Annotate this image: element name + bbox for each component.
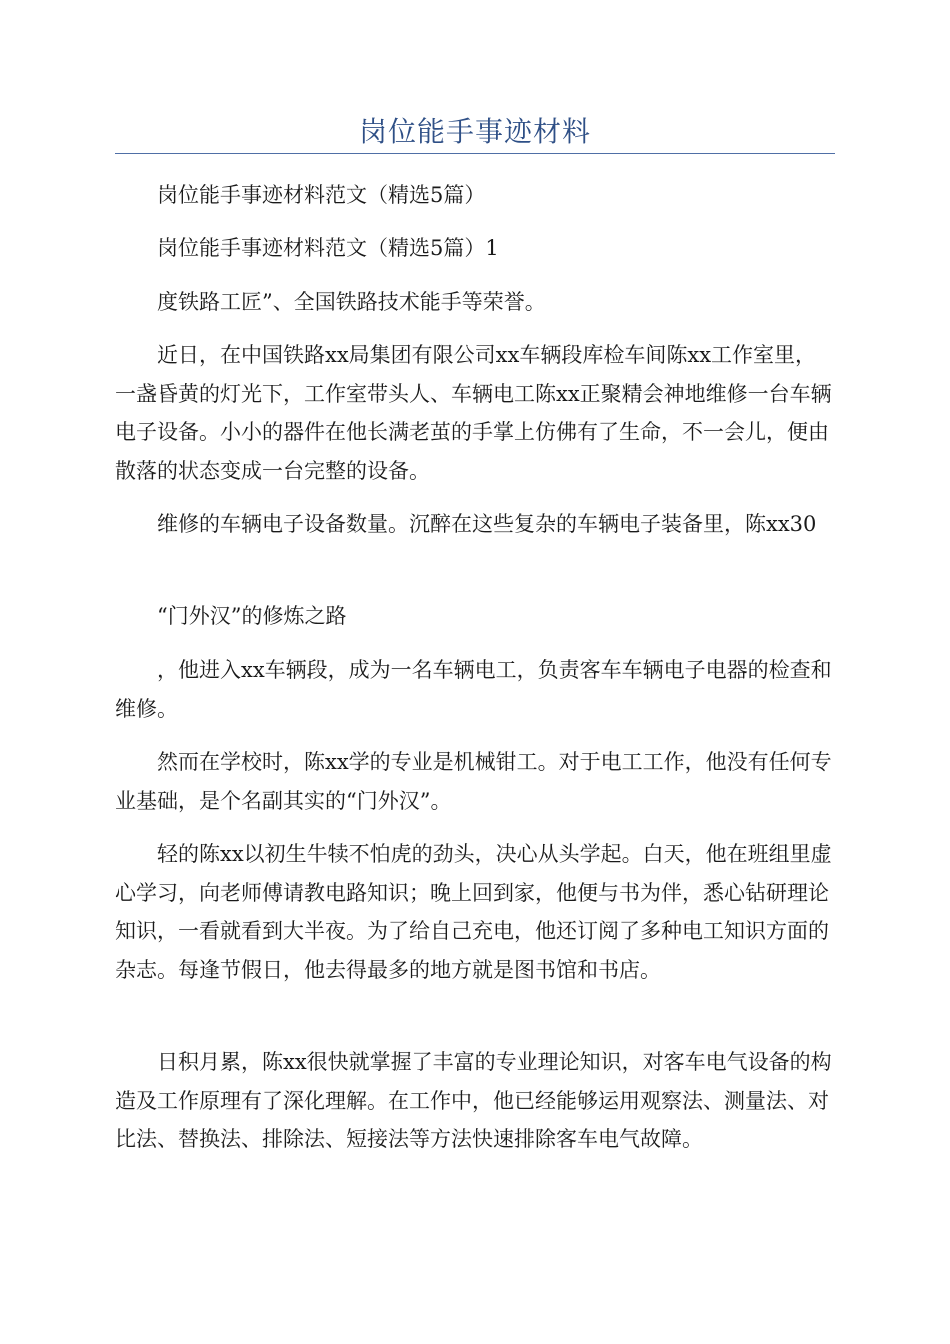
paragraph-block xyxy=(115,505,835,544)
document-title: 岗位能手事迹材料 xyxy=(358,115,591,148)
paragraph: 近日，在中国铁路xx局集团有限公司xx车辆段库检车间陈xx工作室里，一盏昏黄的灯光下，工作室带头人、车辆电工陈xx正聚精会神地维修一台车辆电子设备。小小的器件在他长满老茧的手掌上仿佛有了生命，不一会儿，便由散落的状态变成一台完整的设备。 xyxy=(115,343,832,483)
paragraph: 岗位能手事迹材料范文（精选5篇）1 xyxy=(157,236,499,260)
paragraph-block xyxy=(115,229,835,268)
paragraph: 维修的车辆电子设备数量。沉醉在这些复杂的车辆电子装备里，陈xx30 xyxy=(157,512,817,536)
paragraph: 轻的陈xx以初生牛犊不怕虎的劲头，决心从头学起。白天，他在班组里虚心学习，向老师傅请教电路知识；晚上回到家，他便与书为伴，悉心钻研理论知识，一看就看到大半夜。为了给自己充电，他还订阅了多种电工知识方面的杂志。每逢节假日，他去得最多的地方就是图书馆和书店。 xyxy=(115,842,832,982)
paragraph-block xyxy=(115,835,835,989)
paragraph-block xyxy=(115,597,835,636)
paragraph: 度铁路工匠”、全国铁路技术能手等荣誉。 xyxy=(157,290,546,314)
title-underline xyxy=(115,153,835,154)
paragraph-block xyxy=(115,743,835,820)
paragraph: “门外汉”的修炼之路 xyxy=(157,604,347,628)
paragraph-list xyxy=(115,176,835,215)
paragraph: 日积月累，陈xx很快就掌握了丰富的专业理论知识，对客车电气设备的构造及工作原理有了深化理解。在工作中，他已经能够运用观察法、测量法、对比法、替换法、排除法、短接法等方法快速排除客车电气故障。 xyxy=(115,1050,832,1151)
paragraph-block xyxy=(115,651,835,728)
paragraph: 然而在学校时，陈xx学的专业是机械钳工。对于电工工作，他没有任何专业基础，是个名副其实的“门外汉”。 xyxy=(115,750,832,813)
paragraph: ，他进入xx车辆段，成为一名车辆电工，负责客车车辆电子电器的检查和维修。 xyxy=(115,658,832,721)
paragraph-block xyxy=(115,336,835,490)
paragraph-block xyxy=(115,1043,835,1159)
paragraph: 岗位能手事迹材料范文（精选5篇） xyxy=(157,183,486,207)
paragraph-block xyxy=(115,283,835,322)
